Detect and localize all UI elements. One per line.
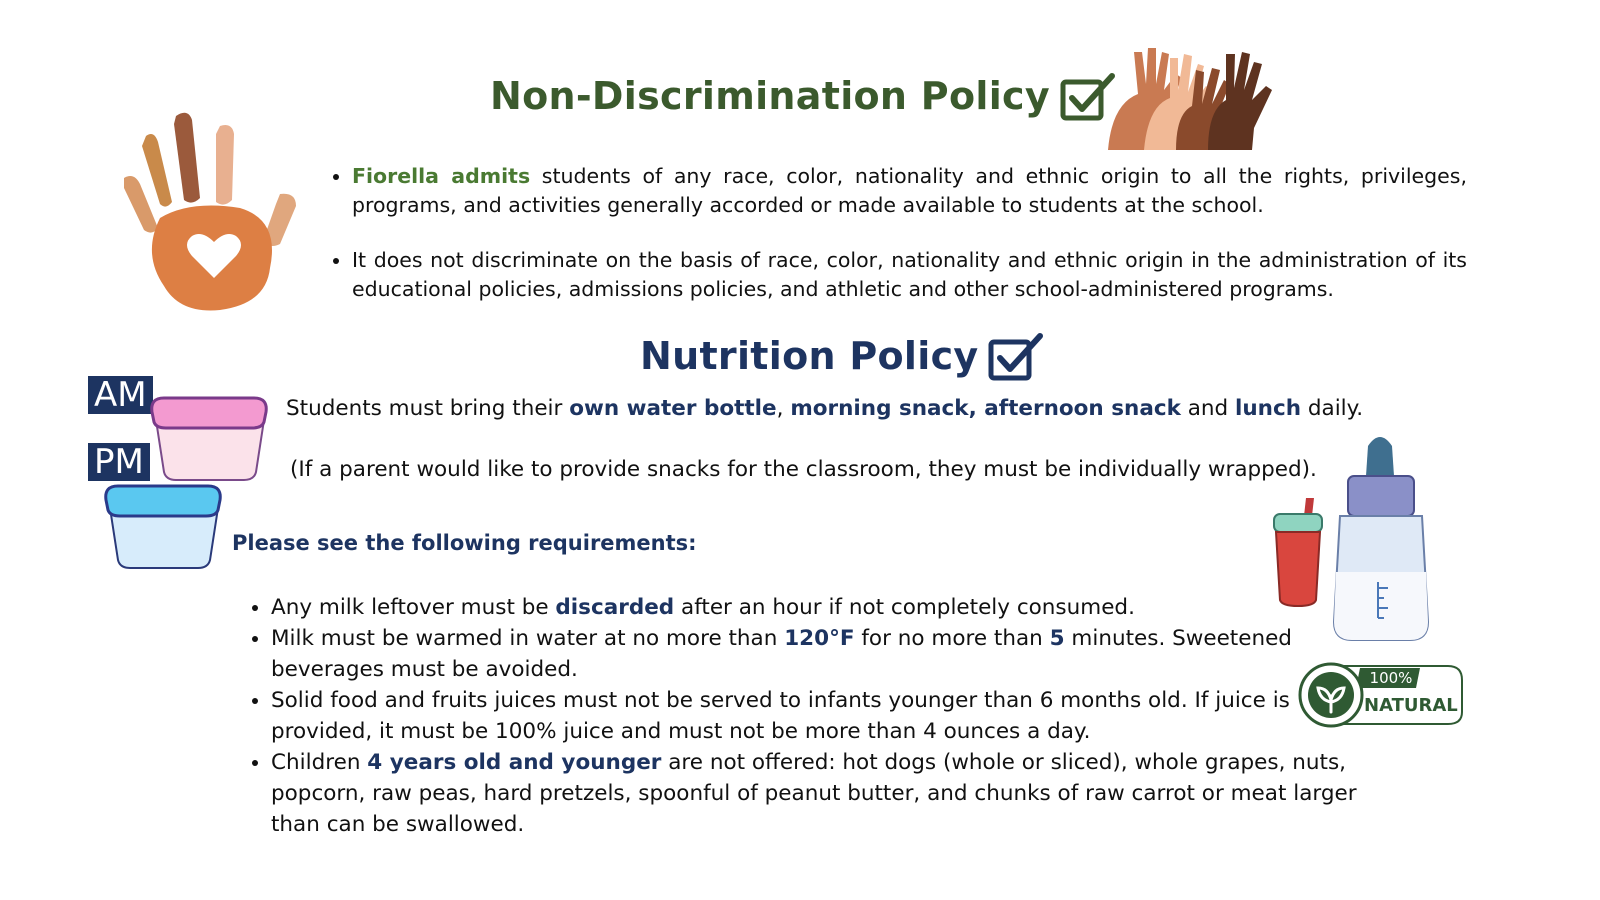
pm-label: PM [88, 443, 150, 481]
text-segment: are not offered: hot dogs (whole or sliced), whole grapes, nuts, popcorn, raw peas, hard pretzels, spoonful of peanut butter, and chunks of raw carrot or meat larger than can be swallowed. [271, 750, 1357, 837]
text-segment: and [1180, 396, 1235, 421]
highlight-age: 4 years old and younger [367, 750, 662, 775]
hand-print-icon [120, 108, 302, 314]
am-label: AM [88, 376, 153, 414]
sippy-cup-icon [1266, 496, 1330, 608]
highlight-minutes: 5 [1049, 626, 1065, 651]
text-segment: Solid food and fruits juices must not be served to infants younger than 6 months old. If juice is provided, it must be 100% juice and must not be more than 4 ounces a day. [271, 688, 1290, 744]
text-segment: Children [271, 750, 368, 775]
text-segment: daily. [1301, 396, 1364, 421]
text-segment: Any milk leftover must be [271, 595, 556, 620]
lunch-box-icon [148, 392, 270, 484]
nondiscrimination-title [490, 70, 1118, 122]
text-segment: Students must bring their [286, 396, 570, 421]
text-segment: minutes. Sweetened beverages must be avoided. [271, 626, 1292, 682]
list-item [271, 592, 1271, 623]
list-item [271, 623, 1301, 685]
text-segment: Milk must be warmed in water at no more than [271, 626, 785, 651]
school-name: Fiorella admits [352, 164, 531, 188]
lunch-box-icon [102, 480, 224, 572]
highlight-temperature: 120°F [784, 626, 855, 651]
requirements-list [247, 592, 1421, 840]
bullet-text: students of any race, color, nationality and ethnic origin to all the rights, privileges, programs, and activities generally accorded or made available to students at the school. [352, 164, 1467, 217]
requirements-heading: Please see the following requirements: [232, 531, 697, 555]
nutrition-line-1 [286, 396, 1363, 421]
badge-top-text: 100% [1369, 669, 1413, 687]
highlight-snacks: morning snack, afternoon snack [790, 396, 1181, 421]
highlight-discarded: discarded [555, 595, 675, 620]
nondiscrimination-list [328, 162, 1467, 304]
list-item [352, 246, 1467, 304]
text-segment: , [776, 396, 791, 421]
text-segment: for no more than [854, 626, 1050, 651]
nondiscrimination-title-text: Non-Discrimination Policy [490, 74, 1050, 118]
list-item [271, 685, 1311, 747]
natural-badge [1298, 662, 1464, 728]
list-item [352, 162, 1467, 220]
badge-bottom-text: NATURAL [1364, 695, 1458, 716]
nutrition-title-text: Nutrition Policy [640, 334, 979, 378]
highlight-water-bottle: own water bottle [569, 396, 777, 421]
nutrition-title [640, 330, 1046, 382]
raised-hands-icon [1108, 44, 1274, 150]
bullet-text: It does not discriminate on the basis of race, color, nationality and ethnic origin in the administration of its educational policies, admissions policies, and athletic and other school-administered programs. [352, 248, 1467, 301]
text-segment: after an hour if not completely consumed. [674, 595, 1135, 620]
highlight-lunch: lunch [1235, 396, 1302, 421]
nutrition-line-2: (If a parent would like to provide snacks for the classroom, they must be individually wrapped). [290, 457, 1317, 482]
checkbox-icon [988, 330, 1046, 382]
baby-bottle-icon [1322, 432, 1440, 644]
list-item [271, 747, 1381, 840]
